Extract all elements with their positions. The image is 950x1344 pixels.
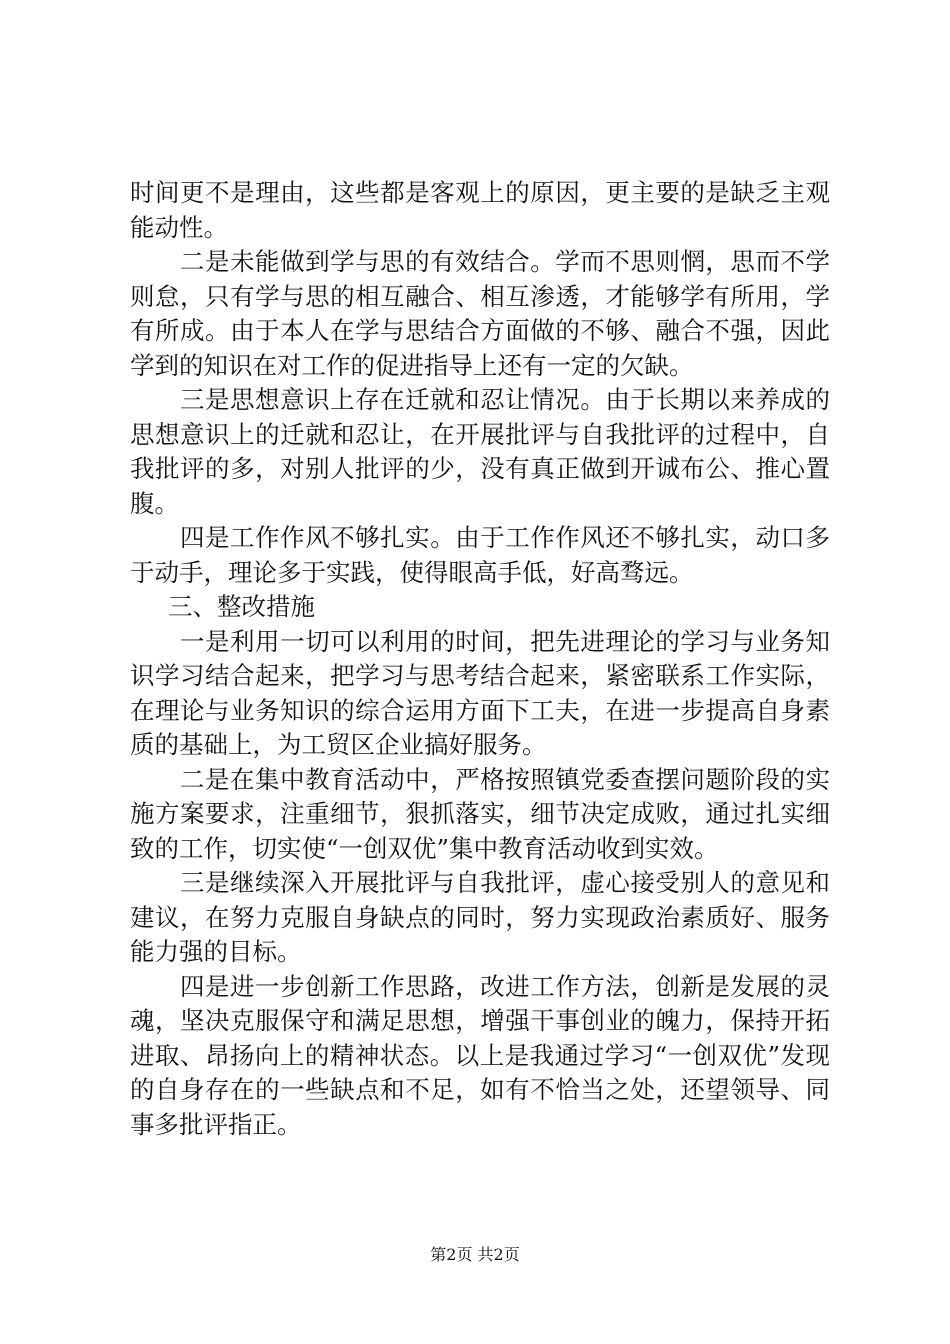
paragraph-measure-one: 一是利用一切可以利用的时间，把先进理论的学习与业务知识学习结合起来，把学习与思考结合起来，紧密联系工作实际，在理论与业务知识的综合运用方面下工夫，在进一步提高自身素质的基础上，为工贸区企业搞好服务。	[130, 626, 830, 759]
paragraph-measure-two: 二是在集中教育活动中，严格按照镇党委查摆问题阶段的实施方案要求，注重细节，狠抓落实，细节决定成败，通过扎实细致的工作，切实使“一创双优”集中教育活动收到实效。	[130, 764, 830, 863]
paragraph-point-two: 二是未能做到学与思的有效结合。学而不思则惘，思而不学则怠，只有学与思的相互融合、相互渗透，才能够学有所用，学有所成。由于本人在学与思结合方面做的不够、融合不强，因此学到的知识在对工作的促进指导上还有一定的欠缺。	[130, 247, 830, 380]
paragraph-measure-four: 四是进一步创新工作思路，改进工作方法，创新是发展的灵魂，坚决克服保守和满足思想，增强干事创业的魄力，保持开拓进取、昂扬向上的精神状态。以上是我通过学习“一创双优”发现的自身存在的一些缺点和不足，如有不恰当之处，还望领导、同事多批评指正。	[130, 971, 830, 1139]
paragraph-point-four: 四是工作作风不够扎实。由于工作作风还不够扎实，动口多于动手，理论多于实践，使得眼高手低，好高骛远。	[130, 523, 830, 587]
paragraph-measure-three: 三是继续深入开展批评与自我批评，虚心接受别人的意见和建议，在努力克服自身缺点的同时，努力实现政治素质好、服务能力强的目标。	[130, 868, 830, 966]
section-heading-measures: 三、整改措施	[168, 592, 315, 621]
page-footer: 第2页 共2页	[430, 1245, 520, 1264]
paragraph-continuation: 时间更不是理由，这些都是客观上的原因，更主要的是缺乏主观能动性。	[130, 178, 830, 242]
paragraph-point-three: 三是思想意识上存在迁就和忍让情况。由于长期以来养成的思想意识上的迁就和忍让，在开展批评与自我批评的过程中，自我批评的多，对别人批评的少，没有真正做到开诚布公、推心置腹。	[130, 385, 830, 518]
document-body	[130, 176, 830, 1142]
